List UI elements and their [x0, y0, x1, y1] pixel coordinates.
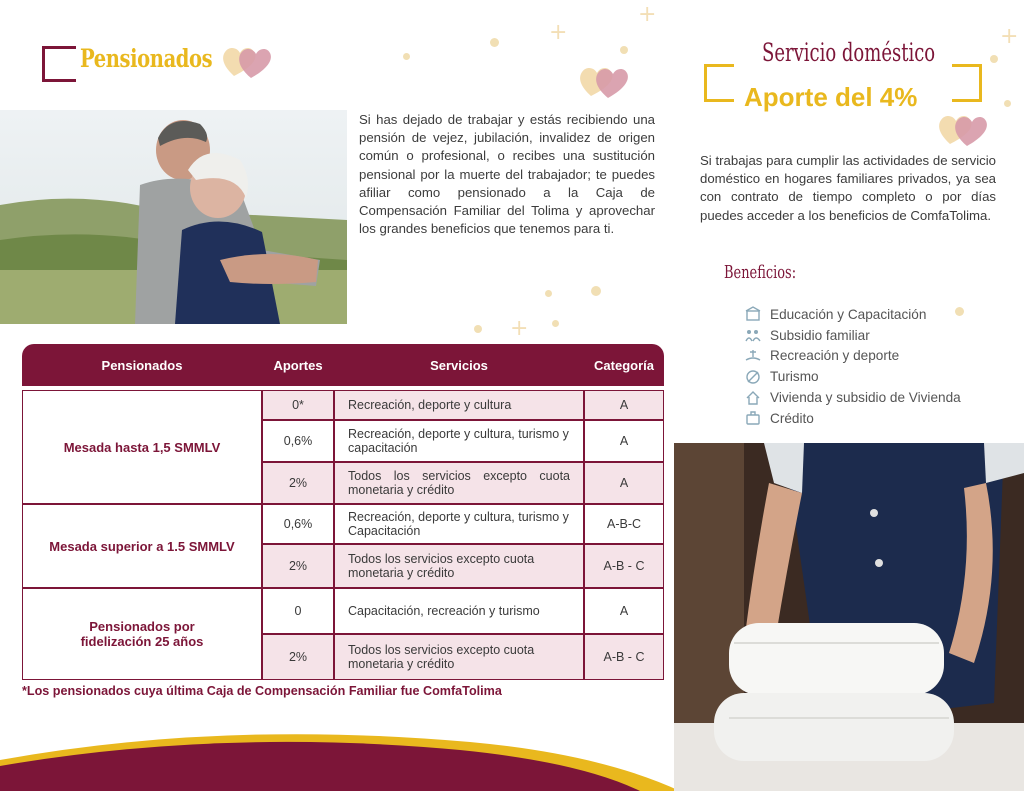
- family-icon: [745, 327, 761, 343]
- decor-dot: [552, 320, 559, 327]
- pensioners-photo: [0, 110, 347, 324]
- table-cell-categoria: A-B - C: [584, 634, 664, 680]
- list-item: [745, 366, 961, 387]
- benefit-label: Recreación y deporte: [770, 348, 900, 364]
- table-cell-categoria: A-B - C: [584, 544, 664, 588]
- table-cell-servicio: Todos los servicios excepto cuota monetaria y crédito: [334, 462, 584, 504]
- benefit-label: Vivienda y subsidio de Vivienda: [770, 390, 961, 406]
- col-header-aportes: Aportes: [273, 358, 323, 373]
- pensioners-table: [22, 344, 664, 386]
- decor-plus: +: [638, 2, 657, 27]
- table-cell-categoria: A: [584, 420, 664, 462]
- list-item: [745, 304, 961, 325]
- table-header-row: [22, 344, 664, 386]
- title-bracket: [42, 46, 76, 82]
- list-item: [745, 387, 961, 408]
- table-body: [22, 390, 664, 680]
- table-cell-aporte: 0,6%: [262, 504, 334, 544]
- col-header-servicios: Servicios: [430, 358, 488, 373]
- section-title-pensionados: Pensionados: [80, 44, 213, 73]
- list-item: [745, 346, 961, 367]
- table-cell-aporte: 0: [262, 588, 334, 634]
- table-cell-servicio: Recreación, deporte y cultura, turismo y capacitación: [334, 420, 584, 462]
- benefit-label: Educación y Capacitación: [770, 306, 927, 322]
- decor-dot: [545, 290, 552, 297]
- table-cell-categoria: A: [584, 588, 664, 634]
- decor-dot: [474, 325, 482, 333]
- benefits-list: [745, 304, 961, 429]
- table-cell-aporte: 2%: [262, 634, 334, 680]
- domestic-service-photo: [674, 443, 1024, 791]
- servicio-paragraph: Si trabajas para cumplir las actividades de servicio doméstico en hogares familiares privados, ya sea con contrato de tiempo completo o por días puedes acceder a los beneficios de ComfaTolima.: [700, 153, 996, 223]
- recreation-icon: [745, 348, 761, 364]
- decor-dot: [403, 53, 410, 60]
- decor-dot: [1004, 100, 1011, 107]
- group-label: Mesada superior a 1.5 SMMLV: [22, 504, 262, 588]
- table-cell-servicio: Recreación, deporte y cultura, turismo y Capacitación: [334, 504, 584, 544]
- table-cell-categoria: A: [584, 462, 664, 504]
- education-icon: [745, 306, 761, 322]
- table-cell-servicio: Todos los servicios excepto cuota monetaria y crédito: [334, 544, 584, 588]
- title-bracket: [952, 64, 982, 102]
- heart-decor-icon: [221, 42, 273, 80]
- list-item: [745, 408, 961, 429]
- table-cell-categoria: A-B-C: [584, 504, 664, 544]
- benefit-label: Turismo: [770, 369, 819, 385]
- intro-paragraph: Si has dejado de trabajar y estás recibiendo una pensión de vejez, jubilación, invalidez de origen común o profesional, o recibes una sustitución pensional por la muerte del trabajador; te puedes afiliar como pensionado a la Caja de Compensación Familiar del Tolima y aprovechar los grandes beneficios que tenemos para ti.: [359, 112, 655, 237]
- decor-dot: [990, 55, 998, 63]
- decor-plus: +: [1000, 24, 1019, 49]
- housing-icon: [745, 390, 761, 406]
- credit-icon: [745, 410, 761, 426]
- table-cell-servicio: Capacitación, recreación y turismo: [334, 588, 584, 634]
- benefits-title: Beneficios:: [724, 262, 797, 283]
- title-bracket: [704, 64, 734, 102]
- heart-decor-icon: [937, 110, 989, 148]
- group-label: Mesada hasta 1,5 SMMLV: [22, 390, 262, 504]
- table-cell-aporte: 2%: [262, 462, 334, 504]
- col-header-pensionados: Pensionados: [101, 358, 183, 373]
- table-cell-aporte: 0,6%: [262, 420, 334, 462]
- tourism-icon: [745, 369, 761, 385]
- table-cell-servicio: Recreación, deporte y cultura: [334, 390, 584, 420]
- decor-plus: +: [510, 316, 529, 341]
- benefit-label: Subsidio familiar: [770, 327, 870, 343]
- col-header-categoria: Categoría: [594, 358, 654, 373]
- table-cell-categoria: A: [584, 390, 664, 420]
- section-title-servicio-domestico: Servicio doméstico: [762, 38, 936, 67]
- table-cell-aporte: 0*: [262, 390, 334, 420]
- bottom-wave-decor: [0, 720, 680, 791]
- table-cell-aporte: 2%: [262, 544, 334, 588]
- benefit-label: Crédito: [770, 410, 814, 426]
- heart-decor-icon: [578, 62, 630, 100]
- decor-dot: [490, 38, 499, 47]
- list-item: [745, 325, 961, 346]
- table-cell-servicio: Todos los servicios excepto cuota monetaria y crédito: [334, 634, 584, 680]
- decor-dot: [620, 46, 628, 54]
- aporte-subtitle: Aporte del 4%: [744, 82, 918, 112]
- table-footnote: *Los pensionados cuya última Caja de Compensación Familiar fue ComfaTolima: [22, 684, 502, 698]
- decor-plus: +: [549, 20, 568, 45]
- decor-dot: [591, 286, 601, 296]
- group-label: Pensionados por fidelización 25 años: [22, 588, 262, 680]
